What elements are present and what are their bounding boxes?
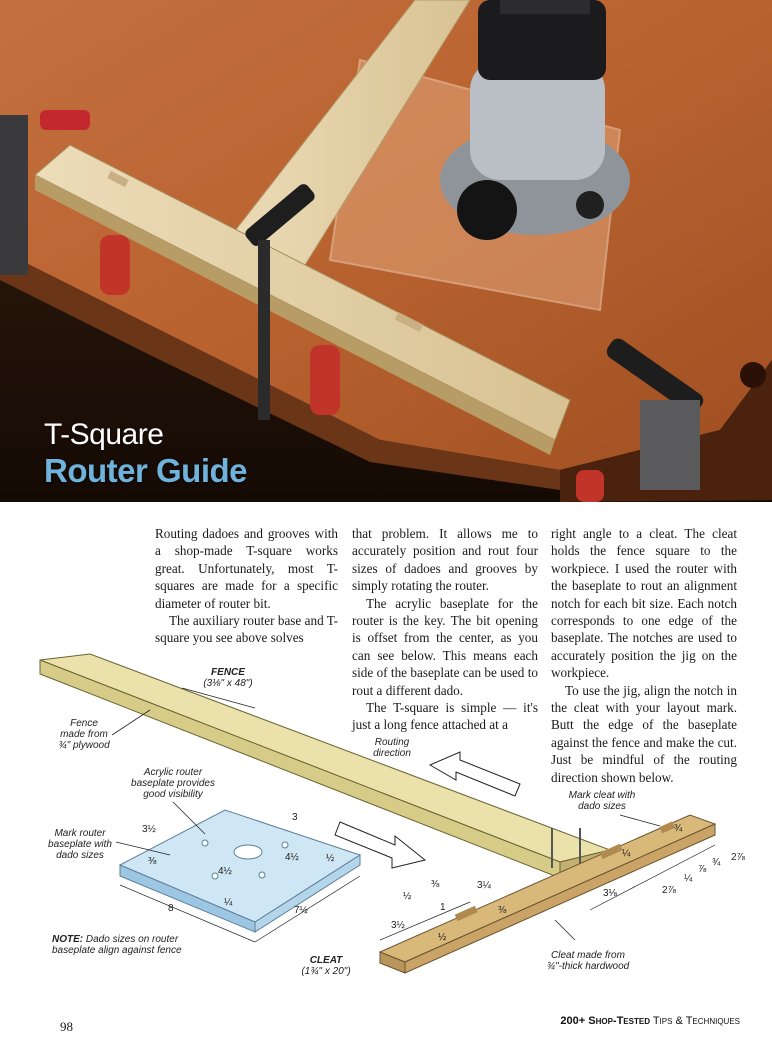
paragraph: To use the jig, align the notch in the cleat with your layout mark. Butt the edge of the baseplate against the fence and make the cut. Just be mindful of the routing direction shown below. [551, 682, 737, 785]
acrylic-line: baseplate provides [131, 778, 215, 789]
dim-label: ¾ [674, 823, 683, 834]
dim-label: 2⅞ [731, 852, 745, 863]
dim-label: 3¼ [477, 880, 491, 891]
dim-label: ½ [403, 891, 412, 902]
mark-router-line: dado sizes [56, 850, 104, 861]
dim-label: 3⅛ [603, 888, 617, 899]
hero-photo [0, 0, 772, 502]
dim-label: ⅜ [498, 905, 507, 916]
routing-line: direction [373, 748, 411, 759]
acrylic-label [118, 767, 228, 800]
paragraph: The T-square is simple — it's just a long fence attached at a [352, 700, 538, 733]
footer-bold: 200+ [560, 1015, 589, 1027]
note-label: NOTE: [52, 934, 84, 945]
fence-label [178, 667, 278, 689]
routing-line: Routing [374, 737, 410, 748]
dim-label: ⅞ [698, 864, 707, 875]
dim-label: 3½ [142, 824, 156, 835]
cleat-material-line: Cleat made from [551, 950, 625, 961]
acrylic-line: Acrylic router [143, 767, 203, 778]
mark-cleat-line: Mark cleat with [568, 790, 636, 801]
cleat-material-label [528, 950, 648, 972]
routing-direction-label [352, 737, 432, 759]
publication-footer [560, 1015, 740, 1027]
cleat-size: (1¾" x 20") [301, 966, 351, 977]
article-title [44, 420, 247, 487]
acrylic-line: good visibility [143, 789, 203, 800]
paragraph: The auxiliary router base and T-square you see above solves [155, 613, 338, 646]
paragraph: right angle to a cleat. The cleat holds the fence square to the workpiece. I used the router with the baseplate to rout an alignment notch for each bit size. Each notch corresponds to one edge of the baseplate. The notches are used to accurately position the jig on the workpiece. [551, 526, 737, 681]
fence-material-label [44, 718, 124, 751]
cleat-material-line: ¾"-thick hardwood [546, 961, 630, 972]
dim-label: 3 [292, 812, 298, 823]
cleat-label [286, 955, 366, 977]
dim-label: ⅜ [148, 856, 157, 867]
note-text: Dado sizes on router baseplate align against fence [52, 934, 182, 956]
mark-router-line: Mark router [54, 828, 106, 839]
mark-cleat-line: dado sizes [578, 801, 626, 812]
dim-label: ¼ [224, 897, 233, 908]
mark-router-line: baseplate with [48, 839, 112, 850]
fence-size: (3⅛" x 48") [203, 678, 253, 689]
fence-material-line: made from [60, 729, 108, 740]
fence-material-line: ¾" plywood [58, 740, 110, 751]
dim-label: 4½ [285, 852, 299, 863]
fence-material-line: Fence [70, 718, 98, 729]
page-number: 98 [60, 1019, 73, 1034]
mark-router-label [40, 828, 120, 861]
dim-label: 7½ [294, 905, 308, 916]
dim-label: ¼ [684, 873, 693, 884]
cleat-title: CLEAT [309, 955, 343, 966]
mark-cleat-label [552, 790, 652, 812]
footer-small: Shop-Tested [588, 1015, 650, 1027]
dim-label: ¼ [622, 848, 631, 859]
article-column-1 [155, 525, 338, 647]
paragraph: that problem. It allows me to accurately position and rout four sizes of dadoes and grooves by simply rotating the router. [352, 526, 538, 594]
fence-title: FENCE [211, 667, 245, 678]
dim-label: 3½ [391, 920, 405, 931]
footer-rest: Tips & Techniques [649, 1015, 740, 1027]
dim-label: 2⅞ [662, 885, 676, 896]
dim-label: ⅜ [431, 879, 440, 890]
dim-label: ½ [326, 853, 335, 864]
title-line-2: Router Guide [44, 452, 248, 489]
dim-label: 4½ [218, 866, 232, 877]
dim-label: ½ [438, 932, 447, 943]
dim-label: 8 [168, 903, 174, 914]
diagram-note [52, 934, 182, 956]
paragraph: Routing dadoes and grooves with a shop-made T-square works great. Unfortunately, most T-squares are made for a specific diameter of router bit. [155, 526, 338, 611]
paragraph: The acrylic baseplate for the router is the key. The bit opening is offset from the center, as you can see below. This means each side of the baseplate can be used to rout a different dado. [352, 595, 538, 698]
title-line-1: T-Square [44, 418, 164, 451]
dim-label: ¾ [712, 857, 721, 868]
dim-label: 1 [440, 902, 446, 913]
